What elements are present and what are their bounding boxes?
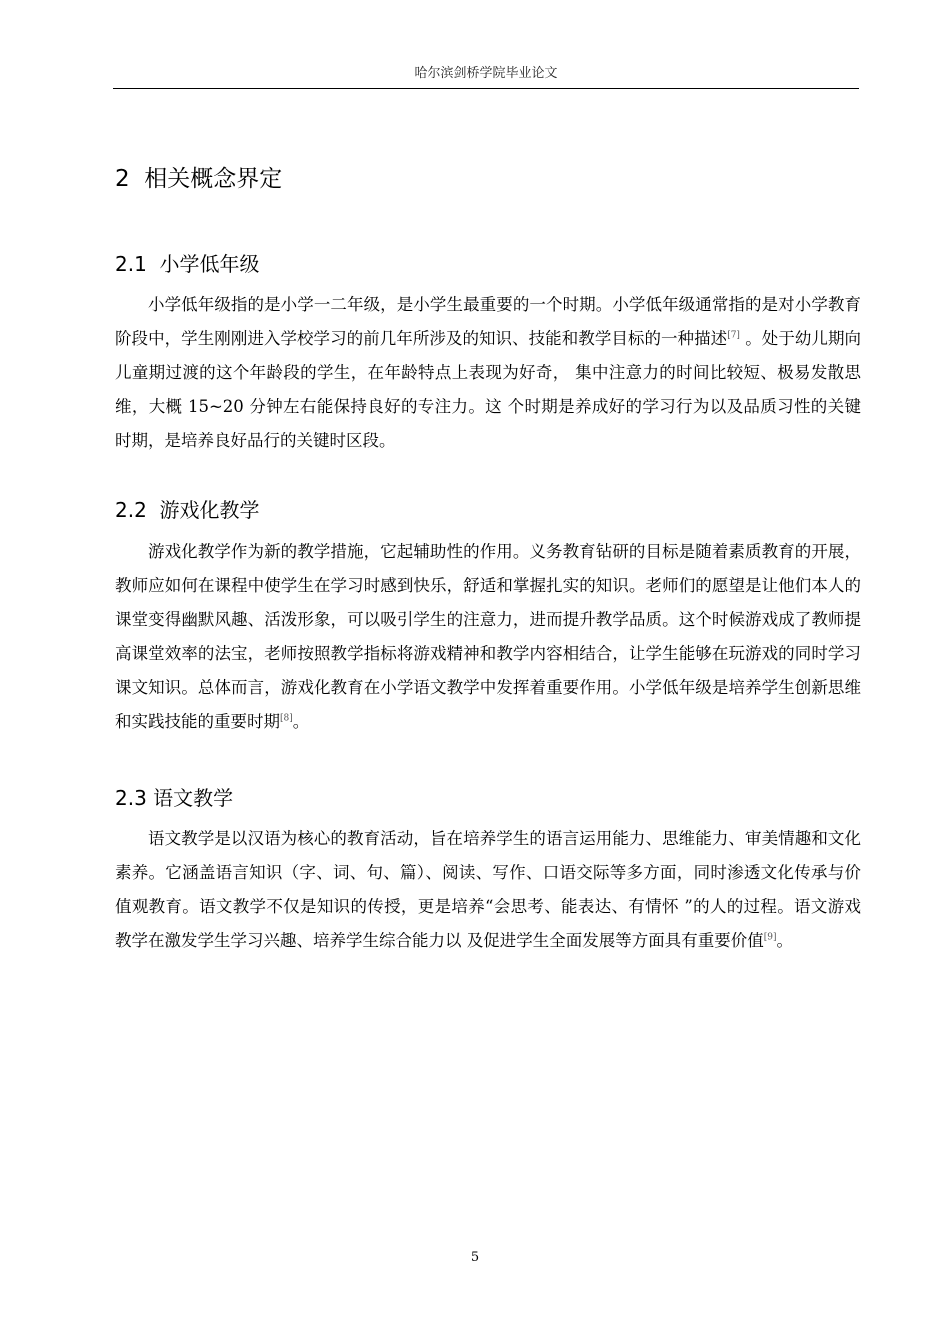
- section-heading-2-2: [115, 494, 260, 523]
- citation-marker: [7]: [727, 330, 740, 341]
- section-paragraph-2-3: [115, 822, 861, 958]
- section-title: 语文教学: [153, 786, 234, 810]
- chapter-title: 相关概念界定: [144, 166, 283, 192]
- section-paragraph-2-1: [115, 288, 861, 458]
- chapter-number: 2: [115, 166, 130, 192]
- citation-marker: [8]: [280, 713, 293, 724]
- page-number: 5: [470, 1250, 480, 1265]
- section-number: 2.2: [115, 498, 147, 522]
- section-heading-2-3: [115, 782, 233, 811]
- paragraph-text: 游戏化教学作为新的教学措施，它起辅助性的作用。义务教育钻研的目标是随着素质教育的开展，教师应如何在课程中使学生在学习时感到快乐，舒适和掌握扎实的知识。老师们的愿望是让他们本人的课堂变得幽默风趣、活泼形象，可以吸引学生的注意力，进而提升教学品质。这个时候游戏成了教师提高课堂效率的法宝，老师按照教学指标将游戏精神和教学内容相结合，让学生能够在玩游戏的同时学习课文知识。总体而言，游戏化教育在小学语文教学中发挥着重要作用。小学低年级是培养学生创新思维和实践技能的重要时期: [115, 542, 861, 731]
- section-number: 2.1: [115, 252, 147, 276]
- section-paragraph-2-2: [115, 535, 861, 739]
- chapter-heading: [115, 160, 282, 193]
- section-heading-2-1: [115, 248, 260, 277]
- header-divider: [113, 88, 859, 89]
- paragraph-text-continued: 。处于幼儿期向儿童期过渡的这个年龄段的学生，在年龄特点上表现为好奇， 集中注意力的时间比较短、极易发散思维，大概 15~20 分钟左右能保持良好的专注力。这 个时期是养成好的学习行为以及品质习性的关键时期，是培养良好品行的关键时区段。: [115, 329, 862, 450]
- paragraph-text-continued: 。: [292, 712, 310, 731]
- running-header: 哈尔滨剑桥学院毕业论文: [414, 66, 558, 81]
- citation-marker: [9]: [763, 932, 777, 943]
- section-title: 游戏化教学: [159, 498, 260, 522]
- section-number: 2.3: [115, 786, 147, 810]
- paragraph-text: 语文教学是以汉语为核心的教育活动，旨在培养学生的语言运用能力、思维能力、审美情趣和文化素养。它涵盖语言知识（字、词、句、篇）、阅读、写作、口语交际等多方面，同时渗透文化传承与价值观教育。语文教学不仅是知识的传授，更是培养“会思考、能表达、有情怀 ”的人的过程。语文游戏教学在激发学生学习兴趣、培养学生综合能力以 及促进学生全面发展等方面具有重要价值: [115, 829, 861, 950]
- paragraph-text: 小学低年级指的是小学一二年级，是小学生最重要的一个时期。小学低年级通常指的是对小学教育阶段中，学生刚刚进入学校学习的前几年所涉及的知识、技能和教学目标的一种描述: [115, 295, 861, 348]
- section-title: 小学低年级: [159, 252, 260, 276]
- paragraph-text-continued: 。: [776, 931, 793, 950]
